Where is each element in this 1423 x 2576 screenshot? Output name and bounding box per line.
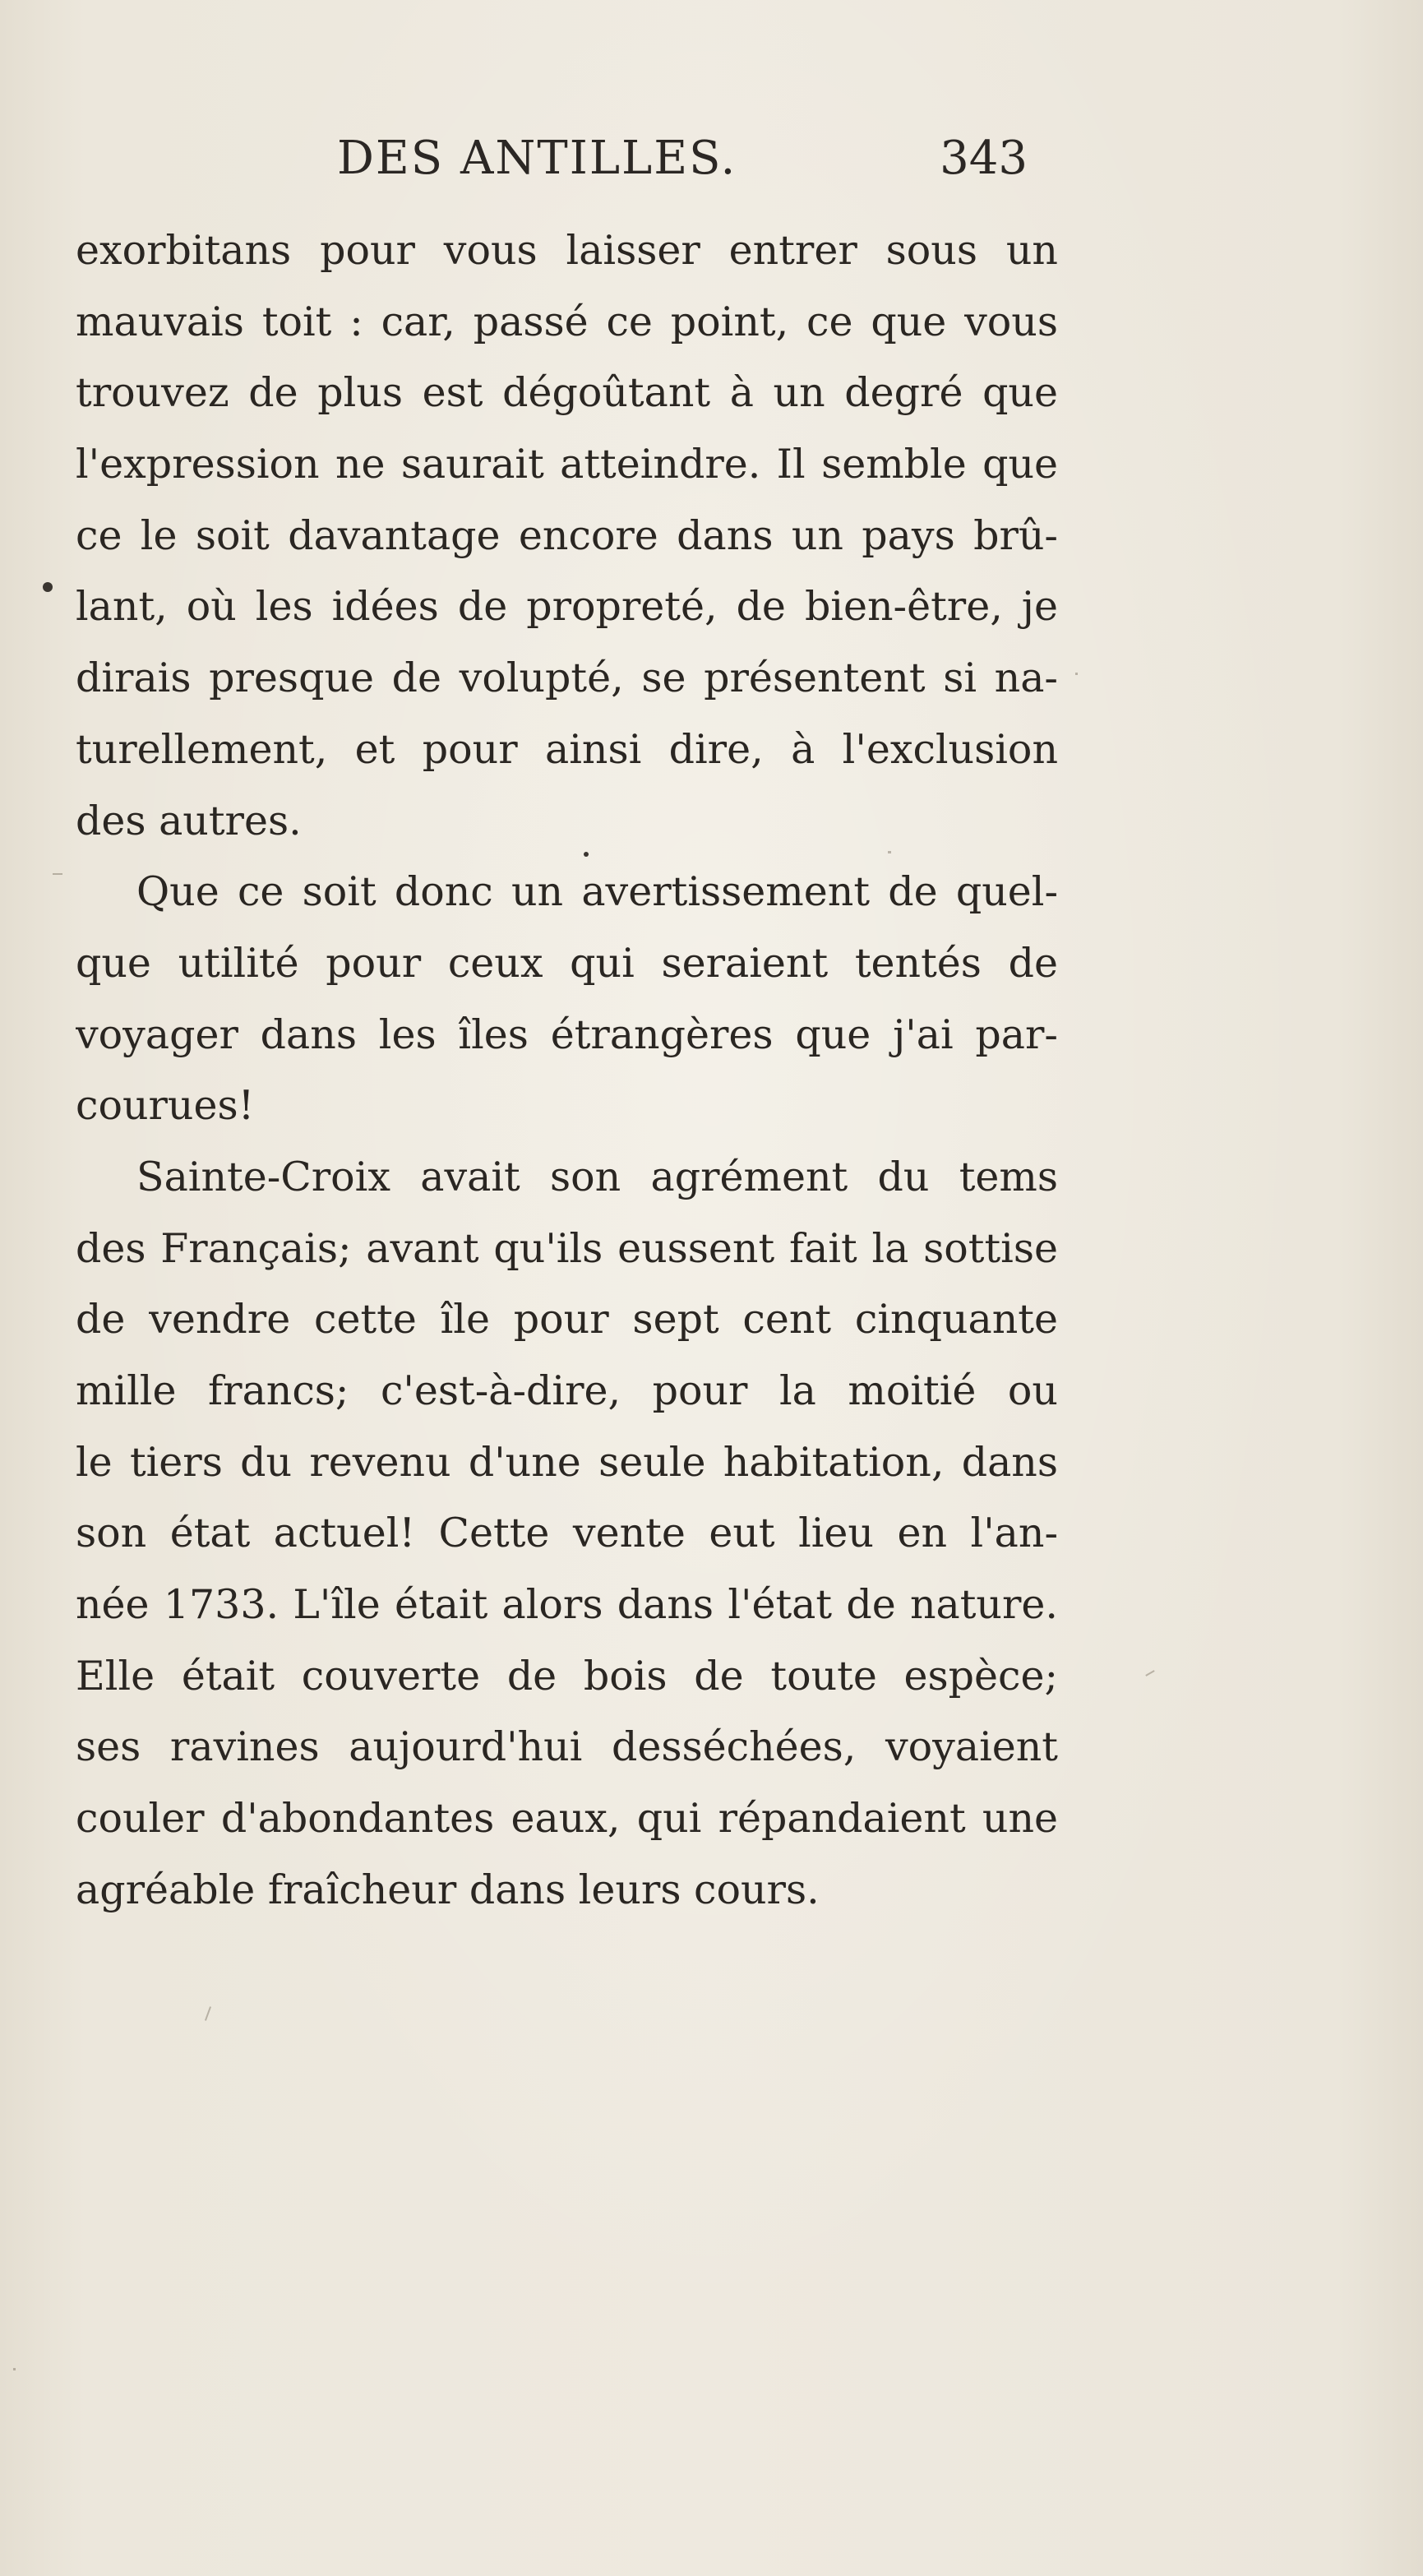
- text-line: son état actuel! Cette vente eut lieu en l'an-: [76, 1510, 1058, 1557]
- text-line: de vendre cette île pour sept cent cinquante: [76, 1296, 1058, 1343]
- paper-mark: [888, 851, 891, 853]
- text-line: mauvais toit : car, passé ce point, ce que vous: [76, 298, 1058, 345]
- text-line: trouvez de plus est dégoûtant à un degré que: [76, 369, 1058, 417]
- paper-mark: [53, 873, 62, 875]
- running-head: DES ANTILLES.: [337, 132, 737, 185]
- text-line: courues!: [76, 1082, 255, 1130]
- text-line: turellement, et pour ainsi dire, à l'exclusion: [76, 725, 1058, 773]
- text-line: Elle était couverte de bois de toute espèce;: [76, 1652, 1058, 1700]
- text-line: des Français; avant qu'ils eussent fait la sottise: [76, 1224, 1058, 1272]
- text-line: lant, où les idées de propreté, de bien-être, je: [76, 583, 1058, 631]
- text-line: Sainte-Croix avait son agrément du tems: [136, 1153, 1058, 1200]
- text-line: née 1733. L'île était alors dans l'état de nature.: [76, 1581, 1058, 1629]
- page-header: [337, 132, 1028, 206]
- text-line: voyager dans les îles étrangères que j'ai par-: [76, 1011, 1058, 1058]
- paper-mark: [13, 2368, 16, 2370]
- paper-mark: [1145, 1670, 1154, 1676]
- text-line: Que ce soit donc un avertissement de quel-: [136, 868, 1058, 916]
- paper-mark: [1075, 673, 1078, 675]
- text-line: dirais presque de volupté, se présentent si na-: [76, 654, 1058, 702]
- page-number: 343: [940, 132, 1028, 185]
- text-line: le tiers du revenu d'une seule habitation, dans: [76, 1438, 1058, 1486]
- ink-speck: [43, 582, 53, 592]
- text-line: l'expression ne saurait atteindre. Il semble que: [76, 441, 1058, 488]
- text-line: agréable fraîcheur dans leurs cours.: [76, 1866, 820, 1913]
- text-line: ce le soit davantage encore dans un pays brû-: [76, 511, 1058, 559]
- paper-mark: [205, 2006, 211, 2021]
- ink-speck: [584, 852, 589, 857]
- text-line: ses ravines aujourd'hui desséchées, voyaient: [76, 1723, 1058, 1771]
- text-line: mille francs; c'est-à-dire, pour la moitié ou: [76, 1367, 1058, 1414]
- text-line: des autres.: [76, 797, 302, 844]
- body-text: [76, 215, 1058, 1926]
- text-line: couler d'abondantes eaux, qui répandaient une: [76, 1795, 1058, 1843]
- text-line: exorbitans pour vous laisser entrer sous un: [76, 227, 1058, 274]
- text-line: que utilité pour ceux qui seraient tentés de: [76, 939, 1058, 987]
